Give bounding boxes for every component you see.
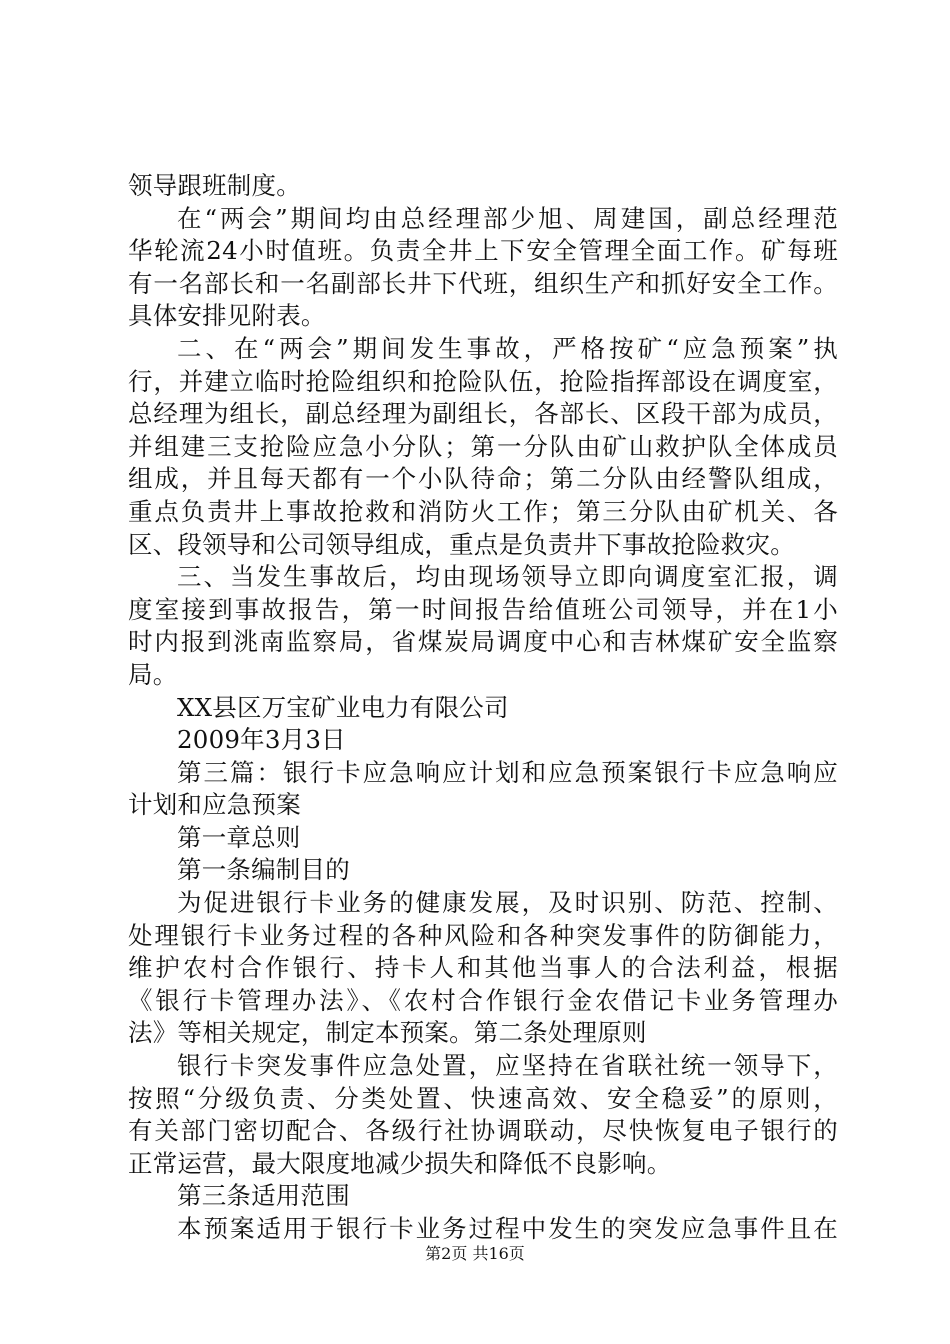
text-line: 时内报到洮南监察局，省煤炭局调度中心和吉林煤矿安全监察 bbox=[128, 627, 838, 657]
page-footer: 第2页 共16页 bbox=[425, 1244, 525, 1263]
text-line: 有关部门密切配合、各级行社协调联动，尽快恢复电子银行的 bbox=[128, 1116, 838, 1146]
text-line: 按照“分级负责、分类处置、快速高效、安全稳妥”的原则， bbox=[128, 1083, 838, 1113]
text-line: XX县区万宝矿业电力有限公司 bbox=[177, 692, 509, 722]
text-line: 第三条适用范围 bbox=[177, 1181, 350, 1211]
text-line: 三、当发生事故后，均由现场领导立即向调度室汇报，调 bbox=[177, 562, 838, 592]
text-line: 2009年3月3日 bbox=[177, 725, 346, 755]
text-line: 计划和应急预案 bbox=[128, 790, 301, 820]
text-line: 有一名部长和一名副部长井下代班，组织生产和抓好安全工作。 bbox=[128, 268, 838, 298]
text-line: 为促进银行卡业务的健康发展，及时识别、防范、控制、 bbox=[177, 888, 838, 918]
text-line: 正常运营，最大限度地减少损失和降低不良影响。 bbox=[128, 1148, 672, 1178]
text-line: 银行卡突发事件应急处置，应坚持在省联社统一领导下， bbox=[177, 1051, 838, 1081]
text-line: 区、段领导和公司领导组成，重点是负责井下事故抢险救灾。 bbox=[128, 529, 795, 559]
text-line: 第一条编制目的 bbox=[177, 855, 350, 885]
text-line: 行，并建立临时抢险组织和抢险队伍，抢险指挥部设在调度室， bbox=[128, 366, 838, 396]
text-line: 组成，并且每天都有一个小队待命；第二分队由经警队组成， bbox=[128, 464, 838, 494]
text-line: 具体安排见附表。 bbox=[128, 301, 326, 331]
text-line: 《银行卡管理办法》、《农村合作银行金农借记卡业务管理办 bbox=[128, 985, 838, 1015]
text-line: 第三篇：银行卡应急响应计划和应急预案银行卡应急响应 bbox=[177, 757, 838, 787]
text-line: 总经理为组长，副总经理为副组长，各部长、区段干部为成员， bbox=[128, 399, 838, 429]
text-line: 重点负责井上事故抢救和消防火工作；第三分队由矿机关、各 bbox=[128, 496, 838, 526]
text-line: 第一章总则 bbox=[177, 822, 301, 852]
text-line: 局。 bbox=[128, 659, 178, 689]
text-line: 并组建三支抢险应急小分队；第一分队由矿山救护队全体成员 bbox=[128, 431, 838, 461]
text-line: 领导跟班制度。 bbox=[128, 171, 301, 200]
text-line: 处理银行卡业务过程的各种风险和各种突发事件的防御能力， bbox=[128, 920, 838, 950]
document-body bbox=[128, 170, 838, 1246]
text-line: 华轮流24小时值班。负责全井上下安全管理全面工作。矿每班 bbox=[128, 236, 838, 266]
text-line: 二、在“两会”期间发生事故，严格按矿“应急预案”执 bbox=[177, 333, 838, 363]
text-line: 在“两会”期间均由总经理部少旭、周建国，副总经理范 bbox=[177, 203, 838, 233]
text-line: 法》等相关规定，制定本预案。第二条处理原则 bbox=[128, 1018, 647, 1048]
text-line: 度室接到事故报告，第一时间报告给值班公司领导，并在1小 bbox=[128, 594, 838, 624]
text-line: 本预案适用于银行卡业务过程中发生的突发应急事件且在 bbox=[177, 1214, 838, 1243]
text-line: 维护农村合作银行、持卡人和其他当事人的合法利益，根据 bbox=[128, 953, 838, 983]
